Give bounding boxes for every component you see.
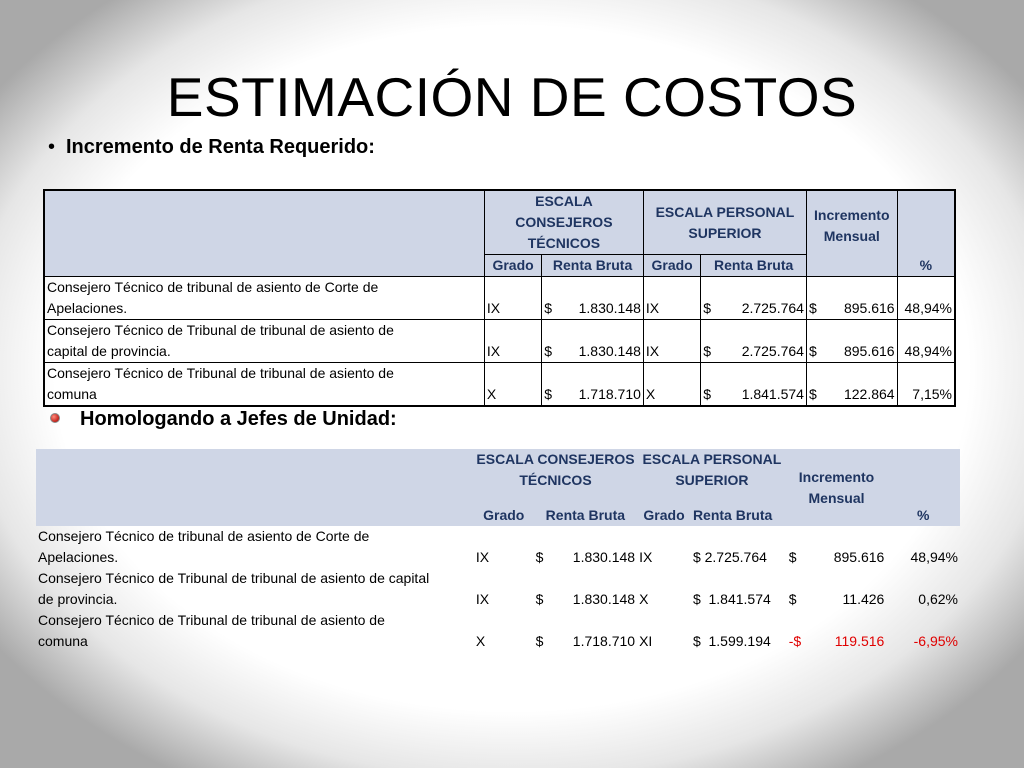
header-incremento: Incremento Mensual — [806, 190, 897, 277]
incremento-cell: $ 895.616 — [788, 549, 885, 565]
header-escala-personal: ESCALA PERSONAL SUPERIOR — [643, 190, 806, 255]
renta-cell: $ 1.718.710 — [542, 363, 644, 407]
table-row — [36, 568, 960, 610]
header-grado: Grado — [474, 491, 534, 526]
grado-cell: X — [643, 363, 700, 407]
renta-cell: $ 1.841.574 — [701, 363, 807, 407]
renta-cell: $ 2.725.764 — [701, 277, 807, 320]
row-description: Consejero Técnico de tribunal de asiento de Corte de Apelaciones. — [44, 277, 484, 320]
grado-cell: IX — [475, 591, 490, 607]
header-renta-bruta: Renta Bruta — [534, 491, 637, 526]
pct-cell: 48,94% — [897, 277, 955, 320]
grado-cell: IX — [643, 277, 700, 320]
bullet-homologando — [50, 406, 397, 432]
red-bullet-icon — [50, 413, 60, 423]
incremento-cell: $ 11.426 — [788, 591, 885, 607]
pct-cell: 48,94% — [897, 320, 955, 363]
grado-cell: IX — [643, 320, 700, 363]
grado-cell: IX — [484, 320, 541, 363]
table-header-blank — [44, 190, 484, 277]
grado-cell: X — [639, 591, 649, 607]
renta-cell: $ 1.830.148 — [535, 549, 636, 565]
row-description: Consejero Técnico de Tribunal de tribunal de asiento de comuna — [38, 612, 385, 649]
header-grado: Grado — [637, 491, 691, 526]
row-description: Consejero Técnico de Tribunal de tribunal de asiento de capital de provincia. — [44, 320, 484, 363]
pct-cell: 0,62% — [918, 591, 958, 607]
header-renta-bruta: Renta Bruta — [701, 255, 807, 277]
renta-cell: $ 1.830.148 — [542, 320, 644, 363]
table-row — [36, 610, 960, 652]
pct-cell: -6,95% — [913, 633, 958, 649]
header-incremento: Incremento Mensual — [787, 449, 887, 526]
table-row — [44, 320, 955, 363]
grado-cell: X — [475, 633, 486, 649]
header-pct: % — [897, 190, 955, 277]
renta-cell: $ 2.725.764 — [692, 549, 767, 565]
renta-cell: $ 1.841.574 — [692, 591, 771, 607]
grado-cell: IX — [484, 277, 541, 320]
renta-cell: $ 2.725.764 — [701, 320, 807, 363]
page-title: ESTIMACIÓN DE COSTOS — [166, 66, 858, 128]
header-grado: Grado — [643, 255, 700, 277]
row-description: Consejero Técnico de tribunal de asiento de Corte de Apelaciones. — [38, 528, 370, 565]
table-row — [44, 363, 955, 407]
pct-cell: 48,94% — [910, 549, 958, 565]
header-escala-personal: ESCALA PERSONAL SUPERIOR — [637, 449, 787, 491]
row-description: Consejero Técnico de Tribunal de tribunal de asiento de comuna — [44, 363, 484, 407]
incremento-cell: $ 122.864 — [806, 363, 897, 407]
grado-cell: IX — [639, 549, 653, 565]
pct-cell: 7,15% — [897, 363, 955, 407]
bullet-dot-icon: • — [48, 136, 56, 158]
incremento-cell: $ 895.616 — [806, 320, 897, 363]
incremento-cell: -$ 119.516 — [788, 633, 885, 649]
grado-cell: XI — [639, 633, 653, 649]
grado-cell: IX — [475, 549, 490, 565]
grado-cell: X — [484, 363, 541, 407]
row-description: Consejero Técnico de Tribunal de tribunal de asiento de capital de provincia. — [38, 570, 430, 607]
header-pct: % — [886, 449, 960, 526]
bullet-incremento — [48, 134, 375, 160]
incremento-cell: $ 895.616 — [806, 277, 897, 320]
table-homologando — [36, 449, 960, 652]
bullet-incremento-label: Incremento de Renta Requerido: — [66, 136, 375, 158]
renta-cell: $ 1.830.148 — [542, 277, 644, 320]
header-grado: Grado — [484, 255, 541, 277]
table-incremento — [43, 189, 956, 407]
header-renta-bruta: Renta Bruta — [542, 255, 644, 277]
header-renta-bruta: Renta Bruta — [691, 491, 787, 526]
bullet-homologando-label: Homologando a Jefes de Unidad: — [80, 408, 397, 430]
header-escala-consejeros: ESCALA CONSEJEROS TÉCNICOS — [474, 449, 637, 491]
renta-cell: $ 1.830.148 — [535, 591, 636, 607]
table-row — [36, 526, 960, 568]
renta-cell: $ 1.599.194 — [692, 633, 771, 649]
renta-cell: $ 1.718.710 — [535, 633, 636, 649]
table-row — [44, 277, 955, 320]
table-header-blank — [36, 449, 474, 526]
header-escala-consejeros: ESCALA CONSEJEROS TÉCNICOS — [484, 190, 643, 255]
